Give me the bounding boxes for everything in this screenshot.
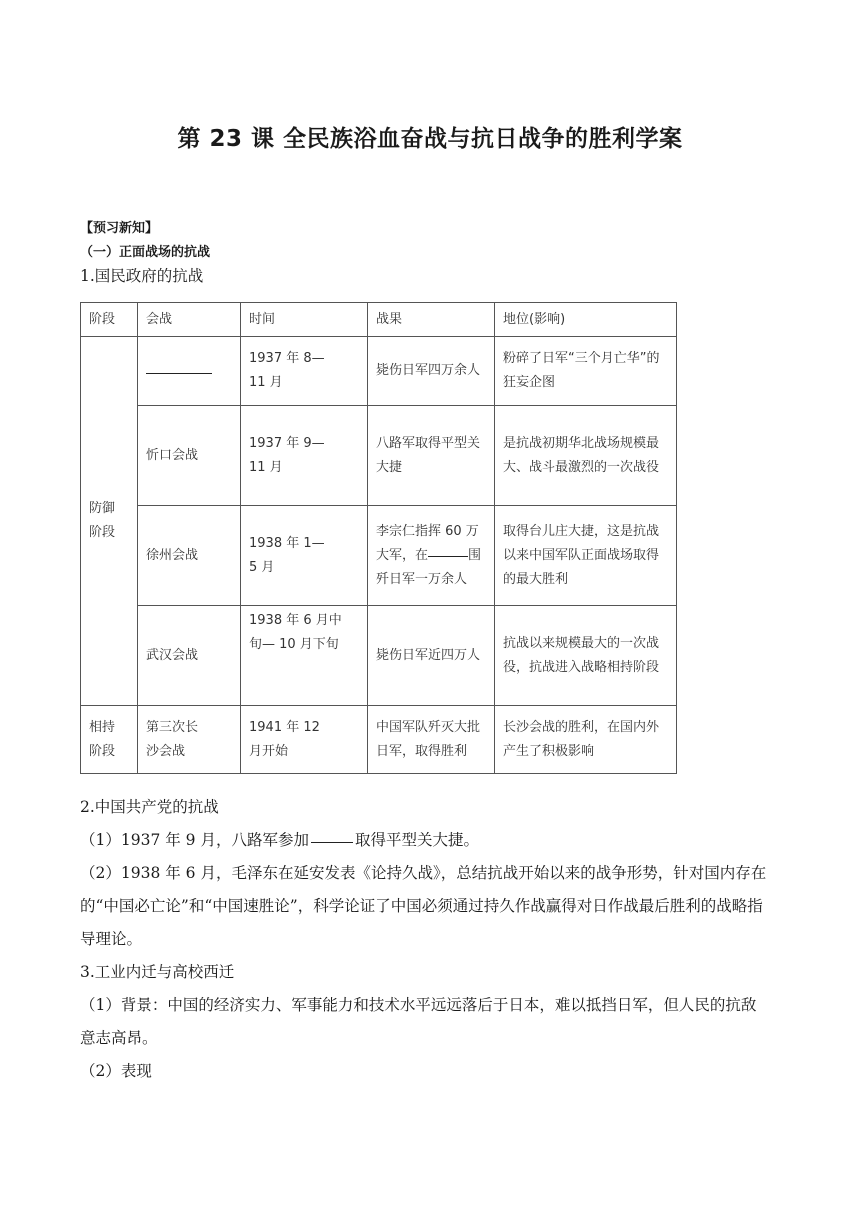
paragraph-4: （2）表现 [80, 1062, 152, 1080]
table-row [81, 706, 677, 774]
battle-cell [138, 337, 241, 406]
page-title: 第 23 课 全民族浴血奋战与抗日战争的胜利学案 [177, 126, 683, 152]
item-heading-2: 2.中国共产党的抗战 [80, 798, 219, 816]
fill-blank [311, 841, 353, 843]
battle-cell: 第三次长沙会战 [138, 706, 241, 774]
fill-blank [146, 372, 212, 374]
table-row [81, 606, 677, 706]
impact-cell: 是抗战初期华北战场规模最大、战斗最激烈的一次战役 [495, 406, 677, 506]
item-heading-1: 1.国民政府的抗战 [80, 267, 204, 285]
result-cell: 八路军取得平型关大捷 [368, 406, 495, 506]
battle-cell: 徐州会战 [138, 506, 241, 606]
header-cell: 地位(影响) [495, 303, 677, 337]
result-cell: 李宗仁指挥 60 万大军，在 围歼日军一万余人 [368, 506, 495, 606]
battle-table [80, 302, 677, 774]
paragraph-3: （1）背景：中国的经济实力、军事能力和技术水平远远落后于日本，难以抵挡日军，但人民的抗敌意志高昂。 [80, 996, 757, 1047]
header-cell: 战果 [368, 303, 495, 337]
impact-cell: 抗战以来规模最大的一次战役，抗战进入战略相持阶段 [495, 606, 677, 706]
table-row [81, 506, 677, 606]
fill-blank [428, 555, 468, 557]
stage-cell [81, 706, 138, 774]
subsection-title: （一）正面战场的抗战 [80, 245, 211, 260]
header-cell: 会战 [138, 303, 241, 337]
time-cell: 1938 年 6 月中旬— 10 月下旬 [241, 606, 368, 706]
table-row [81, 337, 677, 406]
result-cell: 中国军队歼灭大批日军，取得胜利 [368, 706, 495, 774]
battle-cell: 忻口会战 [138, 406, 241, 506]
table-header-row [81, 303, 677, 337]
time-cell: 1941 年 12 月开始 [241, 706, 368, 774]
result-cell: 毙伤日军四万余人 [368, 337, 495, 406]
table-row [81, 406, 677, 506]
time-cell: 1937 年 8—11 月 [241, 337, 368, 406]
stage-label: 相持阶段 [89, 719, 116, 759]
header-cell: 时间 [241, 303, 368, 337]
battle-cell: 武汉会战 [138, 606, 241, 706]
impact-cell: 长沙会战的胜利，在国内外产生了积极影响 [495, 706, 677, 774]
paragraph-2: （2）1938 年 6 月，毛泽东在延安发表《论持久战》，总结抗战开始以来的战争形势，针对国内存在的“中国必亡论”和“中国速胜论”，科学论证了中国必须通过持久作战赢得对日作战最后胜利的战略指导理论。 [80, 864, 767, 948]
stage-label: 防御阶段 [89, 501, 116, 540]
item-heading-3: 3.工业内迁与高校西迁 [80, 963, 235, 981]
time-cell: 1938 年 1—5 月 [241, 506, 368, 606]
paragraph-1: （1）1937 年 9 月，八路军参加 取得平型关大捷。 [80, 831, 479, 849]
stage-cell [81, 337, 138, 706]
result-cell: 毙伤日军近四万人 [368, 606, 495, 706]
impact-cell: 粉碎了日军“三个月亡华”的狂妄企图 [495, 337, 677, 406]
impact-cell: 取得台儿庄大捷，这是抗战以来中国军队正面战场取得的最大胜利 [495, 506, 677, 606]
header-cell: 阶段 [81, 303, 138, 337]
section-header: 【预习新知】 [80, 221, 159, 236]
time-cell: 1937 年 9—11 月 [241, 406, 368, 506]
